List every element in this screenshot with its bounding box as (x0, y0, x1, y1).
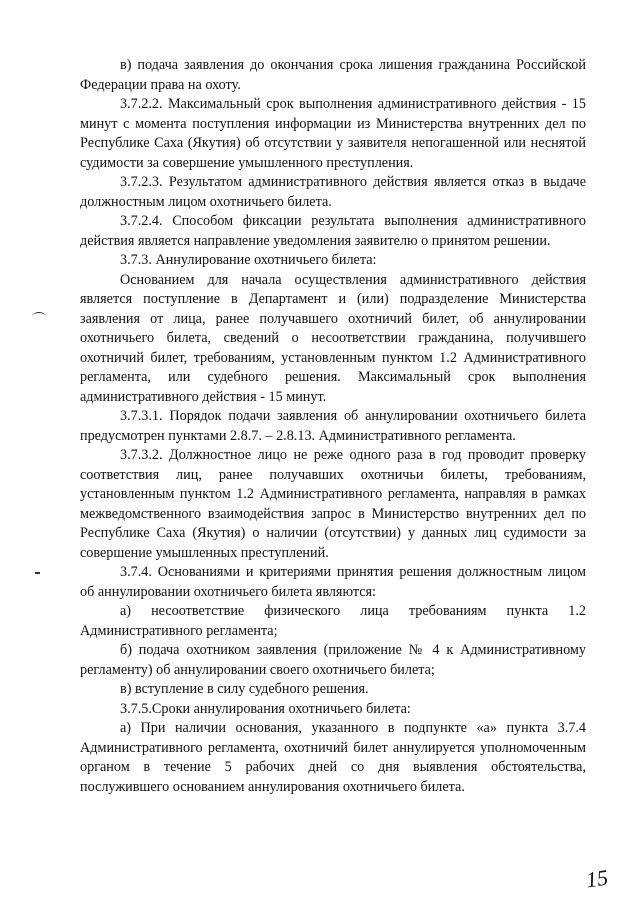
paragraph-3-7-3-1: 3.7.3.1. Порядок подачи заявления об аннулировании охотничьего билета предусмотрен пунктами 2.8.7. – 2.8.13. Административного регламента. (80, 408, 586, 444)
paragraph-3-7-5: 3.7.5.Сроки аннулирования охотничьего билета: (120, 700, 411, 717)
margin-dash-mark (35, 572, 40, 574)
paragraph-grounds: Основанием для начала осуществления административного действия является поступление в Департамент и (или) подразделение Министерства заявления от лица, ранее получавшего охотничий билет, об аннулировании охотничьего билета, сведений о несоответствии гражданина, получившего охотничий билет, требованиям, установленным пунктом 1.2 Административного регламента, или судебного решения. Максимальный срок выполнения административного действия - 15 минут. (80, 271, 586, 405)
paragraph-3-7-5-a: а) При наличии основания, указанного в подпункте «а» пункта 3.7.4 Административного регламента, охотничий билет аннулируется уполномоченным органом в течение 5 рабочих дней со дня выявления обстоятельства, послужившего основанием аннулирования охотничьего билета. (80, 720, 586, 795)
margin-handwritten-mark (32, 312, 46, 321)
paragraph-3-7-2-4: 3.7.2.4. Способом фиксации результата выполнения административного действия является направление уведомления заявителю о принятом решении. (80, 213, 586, 249)
paragraph-3-7-2-2: 3.7.2.2. Максимальный срок выполнения административного действия - 15 минут с момента поступления информации из Министерства внутренних дел по Республике Саха (Якутия) об отсутствии у заявителя непогашенной или неснятой судимости за совершение умышленного преступления. (80, 96, 586, 171)
paragraph-3-7-4-a: а) несоответствие физического лица требованиям пункта 1.2 Административного регламента; (80, 603, 586, 639)
handwritten-page-number: 15 (584, 864, 610, 893)
paragraph-3-7-3-2: 3.7.3.2. Должностное лицо не реже одного раза в год проводит проверку соответствия лиц, ранее получавших охотничьи билеты, требованиям, установленным пунктом 1.2 Административного регламента, направляя в рамках межведомственного взаимодействия запрос в Министерство внутренних дел по Республике Саха (Якутия) о наличии (отсутствии) у данных лиц судимости за совершение умышленных преступлений. (80, 447, 586, 561)
document-body (80, 56, 586, 797)
paragraph-3-7-3: 3.7.3. Аннулирование охотничьего билета: (120, 252, 377, 268)
paragraph-3-7-2-3: 3.7.2.3. Результатом административного действия является отказ в выдаче должностным лицом охотничьего билета. (80, 174, 586, 210)
paragraph-3-7-4-v: в) вступление в силу судебного решения. (120, 681, 369, 697)
paragraph-1: в) подача заявления до окончания срока лишения гражданина Российской Федерации права на охоту. (80, 57, 586, 93)
paragraph-3-7-4: 3.7.4. Основаниями и критериями принятия решения должностным лицом об аннулировании охотничьего билета являются: (80, 564, 586, 600)
paragraph-3-7-4-b: б) подача охотником заявления (приложение № 4 к Административному регламенту) об аннулировании своего охотничьего билета; (80, 642, 586, 678)
